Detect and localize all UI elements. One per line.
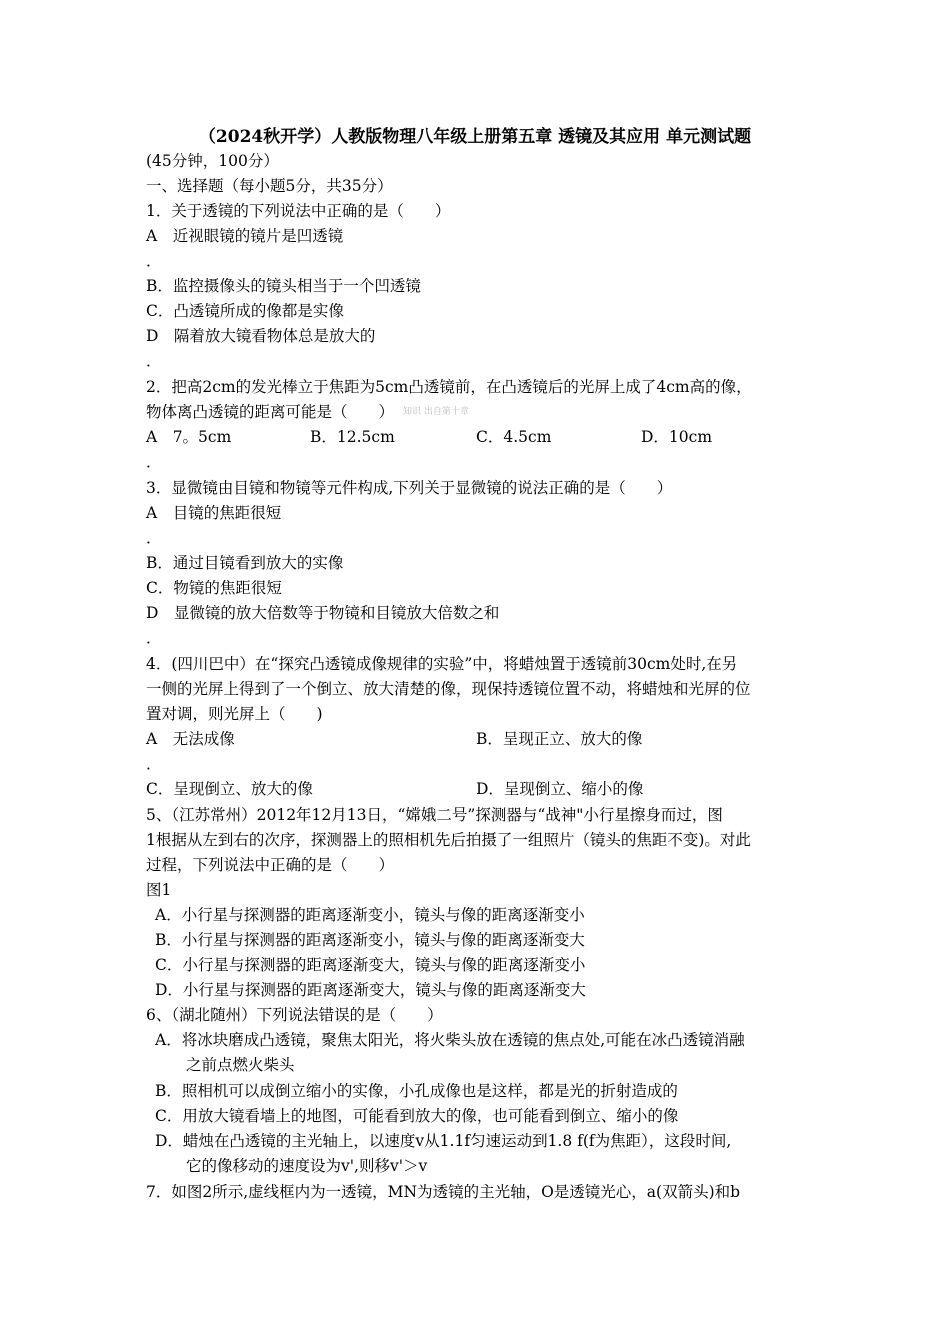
- question-5-option-d: D．小行星与探测器的距离逐渐变大，镜头与像的距离逐渐变大: [155, 981, 586, 999]
- question-3-option-b: B．通过目镜看到放大的实像: [146, 554, 344, 572]
- option-dot: ．: [146, 755, 162, 773]
- question-2-stem-line-2: 物体离凸透镜的距离可能是（ ）: [146, 403, 395, 421]
- question-4-stem-line-2: 一侧的光屏上得到了一个倒立、放大清楚的像，现保持透镜位置不动，将蜡烛和光屏的位: [146, 680, 751, 698]
- question-2-option-b: B．12.5cm: [310, 428, 395, 446]
- question-4-option-b: B．呈现正立、放大的像: [476, 730, 643, 748]
- question-6-option-a-line-1: A．将冰块磨成凸透镜，聚焦太阳光，将火柴头放在透镜的焦点处,可能在冰凸透镜消融: [155, 1031, 745, 1049]
- question-6-option-a-line-2: 之前点燃火柴头: [186, 1056, 295, 1074]
- option-dot: ．: [146, 453, 162, 471]
- question-6-option-d-line-2: 它的像移动的速度设为v',则移v'＞v: [186, 1157, 428, 1175]
- question-2-stem-line-1: 2．把高2cm的发光棒立于焦距为5cm凸透镜前，在凸透镜后的光屏上成了4cm高的像，: [146, 378, 752, 396]
- question-4-stem-line-3: 置对调，则光屏上（ ): [146, 705, 323, 723]
- option-dot: ．: [146, 629, 162, 647]
- option-dot: ．: [146, 529, 162, 547]
- question-5-option-c: C．小行星与探测器的距离逐渐变大，镜头与像的距离逐渐变小: [155, 956, 586, 974]
- question-1-stem: 1．关于透镜的下列说法中正确的是（ ）: [146, 202, 451, 220]
- question-1-option-b: B．监控摄像头的镜头相当于一个凹透镜: [146, 277, 421, 295]
- question-6-option-d-line-1: D．蜡烛在凸透镜的主光轴上，以速度v从1.1f匀速运动到1.8 f(f为焦距），这段时间,: [155, 1132, 732, 1150]
- question-5-stem-line-2: 1根据从左到右的次序，探测器上的照相机先后拍摄了一组照片（镜头的焦距不变)。对此: [146, 831, 751, 849]
- question-4-option-c: C．呈现倒立、放大的像: [146, 780, 313, 798]
- question-7-stem: 7．如图2所示,虚线框内为一透镜，MN为透镜的主光轴，O是透镜光心，a(双箭头)和b: [146, 1183, 741, 1201]
- question-4-stem-line-1: 4．(四川巴中）在“探究凸透镜成像规律的实验”中，将蜡烛置于透镜前30cm处时,在另: [146, 655, 738, 673]
- question-2-option-a: A 7。5cm: [146, 428, 232, 446]
- question-3-option-c: C．物镜的焦距很短: [146, 579, 282, 597]
- question-2-option-c: C．4.5cm: [476, 428, 552, 446]
- option-dot: ．: [146, 352, 162, 370]
- question-3-option-a: A 目镜的焦距很短: [146, 504, 282, 522]
- faint-watermark-text: 知识 出自第十章: [403, 407, 469, 417]
- question-1-option-a: A 近视眼镜的镜片是凹透镜: [146, 227, 344, 245]
- section-heading: 一、选择题（每小题5分，共35分）: [146, 177, 393, 195]
- question-5-stem-line-3: 过程，下列说法中正确的是（ ）: [146, 856, 395, 874]
- question-6-option-c: C．用放大镜看墙上的地图，可能看到放大的像，也可能看到倒立、缩小的像: [155, 1107, 679, 1125]
- option-dot: ．: [146, 252, 162, 270]
- question-3-stem: 3．显微镜由目镜和物镜等元件构成,下列关于显微镜的说法正确的是（ ）: [146, 479, 673, 497]
- question-1-option-c: C．凸透镜所成的像都是实像: [146, 302, 344, 320]
- question-5-stem-line-1: 5、（江苏常州）2012年12月13日，“嫦娥二号”探测器与“战神"小行星擦身而过，图: [146, 806, 723, 824]
- question-4-option-d: D．呈现倒立、缩小的像: [476, 780, 644, 798]
- exam-meta: (45分钟，100分）: [146, 152, 279, 170]
- question-5-option-a: A．小行星与探测器的距离逐渐变小，镜头与像的距离逐渐变小: [155, 906, 585, 924]
- question-4-option-a: A 无法成像: [146, 730, 235, 748]
- question-6-stem: 6、（湖北随州）下列说法错误的是（ ）: [146, 1006, 443, 1024]
- figure-1-label: 图1: [146, 881, 172, 899]
- question-2-option-d: D．10cm: [641, 428, 713, 446]
- question-6-option-b: B．照相机可以成倒立缩小的实像，小孔成像也是这样，都是光的折射造成的: [155, 1082, 678, 1100]
- question-1-option-d: D 隔着放大镜看物体总是放大的: [146, 327, 376, 345]
- question-5-option-b: B．小行星与探测器的距离逐渐变小，镜头与像的距离逐渐变大: [155, 931, 585, 949]
- question-3-option-d: D 显微镜的放大倍数等于物镜和目镜放大倍数之和: [146, 604, 500, 622]
- document-title: （2024秋开学）人教版物理八年级上册第五章 透镜及其应用 单元测试题: [198, 127, 752, 147]
